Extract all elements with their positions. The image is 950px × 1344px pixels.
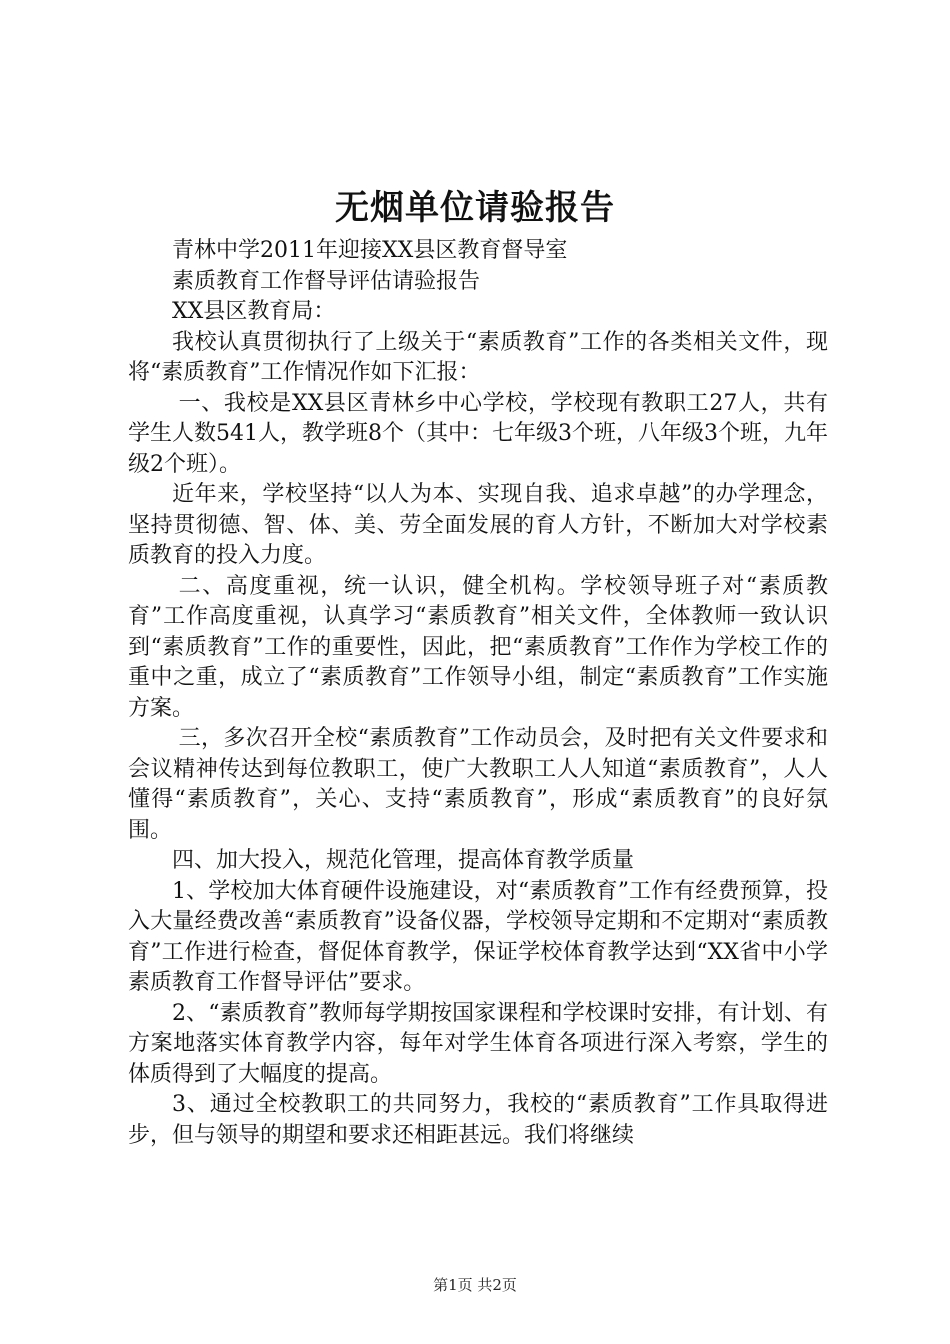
- paragraph-philosophy: 近年来，学校坚持“以人为本、实现自我、追求卓越”的办学理念，坚持贯彻德、智、体、美、劳全面发展的育人方针，不断加大对学校素质教育的投入力度。: [128, 482, 828, 568]
- paragraph-intro: 我校认真贯彻执行了上级关于“素质教育”工作的各类相关文件，现将“素质教育”工作情况作如下汇报：: [128, 329, 828, 385]
- page-number: 第1页 共2页: [433, 1276, 517, 1294]
- paragraph-section-2: 二、高度重视，统一认识，健全机构。学校领导班子对“素质教育”工作高度重视，认真学习“素质教育”相关文件，全体教师一致认识到“素质教育”工作的重要性，因此，把“素质教育”工作作为学校工作的重中之重，成立了“素质教育”工作领导小组，制定“素质教育”工作实施方案。: [128, 573, 828, 721]
- paragraph-item-3: 3、通过全校教职工的共同努力，我校的“素质教育”工作具取得进步，但与领导的期望和要求还相距甚远。我们将继续: [128, 1092, 828, 1148]
- document-body: [128, 236, 828, 1151]
- paragraph-item-1: 1、学校加大体育硬件设施建设，对“素质教育”工作有经费预算，投入大量经费改善“素质教育”设备仪器，学校领导定期和不定期对“素质教育”工作进行检查，督促体育教学，保证学校体育教学达到“XX省中小学素质教育工作督导评估”要求。: [128, 878, 828, 995]
- salutation: XX县区教育局：: [172, 299, 336, 324]
- document-title: 无烟单位请验报告: [335, 188, 615, 228]
- paragraph-section-1: 一、我校是XX县区青林乡中心学校，学校现有教职工27人，共有学生人数541人，教学班8个（其中：七年级3个班，八年级3个班，九年级2个班）。: [128, 390, 828, 477]
- subtitle-line-2: 素质教育工作督导评估请验报告: [172, 268, 481, 294]
- paragraph-section-3: 三，多次召开全校“素质教育”工作动员会，及时把有关文件要求和会议精神传达到每位教职工，使广大教职工人人知道“素质教育”，人人懂得“素质教育”，关心、支持“素质教育”，形成“素质教育”的良好氛围。: [128, 726, 828, 843]
- paragraph-section-4-heading: 四、加大投入，规范化管理，提高体育教学质量: [172, 848, 635, 873]
- subtitle-line-1: 青林中学2011年迎接XX县区教育督导室: [172, 238, 568, 263]
- paragraph-item-2: 2、“素质教育”教师每学期按国家课程和学校课时安排，有计划、有方案地落实体育教学内容，每年对学生体育各项进行深入考察，学生的体质得到了大幅度的提高。: [128, 1000, 828, 1087]
